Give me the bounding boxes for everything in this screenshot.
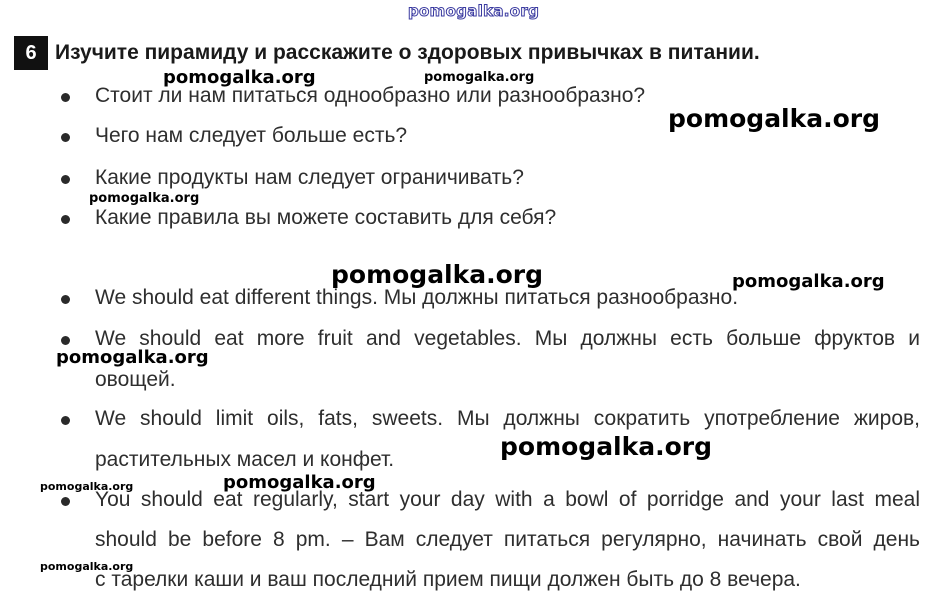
watermark: pomogalka.org: [668, 104, 881, 133]
bullet-icon: [61, 416, 70, 425]
answer-2-line-1: We should eat more fruit and vegetables. Мы должны есть больше фруктов и: [95, 327, 920, 350]
bullet-icon: [61, 336, 70, 345]
answer-4-line-2: should be before 8 pm. – Вам следует питаться регулярно, начинать свой день: [95, 528, 920, 551]
answer-3-line-2: растительных масел и конфет.: [95, 448, 395, 471]
watermark: pomogalka.org: [56, 347, 209, 368]
watermark: pomogalka.org: [89, 191, 200, 206]
bullet-icon: [61, 497, 70, 506]
answer-4-line-1: You should eat regularly, start your day with a bowl of porridge and your last meal: [95, 488, 920, 511]
bullet-icon: [61, 295, 70, 304]
question-2: Чего нам следует больше есть?: [95, 124, 408, 147]
watermark: pomogalka.org: [40, 560, 134, 573]
watermark: pomogalka.org: [223, 472, 376, 493]
bullet-icon: [61, 215, 70, 224]
answer-2-line-2: овощей.: [95, 368, 176, 391]
watermark: pomogalka.org: [40, 480, 134, 493]
question-3: Какие продукты нам следует ограничивать?: [95, 166, 524, 189]
question-1: Стоит ли нам питаться однообразно или разнообразно?: [95, 84, 646, 107]
answer-4-line-3: с тарелки каши и ваш последний прием пищи должен быть до 8 вечера.: [95, 568, 801, 591]
watermark: pomogalka.org: [732, 271, 885, 292]
bullet-icon: [61, 133, 70, 142]
watermark: pomogalka.org: [163, 67, 316, 88]
watermark: pomogalka.org: [331, 260, 544, 289]
task-title: Изучите пирамиду и расскажите о здоровых привычках в питании.: [55, 41, 760, 64]
watermark: pomogalka.org: [500, 432, 713, 461]
task-number-badge: 6: [14, 36, 48, 70]
watermark: pomogalka.org: [424, 70, 535, 85]
watermark: pomogalka.org: [408, 2, 540, 20]
answer-1-line-1: We should eat different things. Мы должны питаться разнообразно.: [95, 286, 739, 309]
answer-3-line-1: We should limit oils, fats, sweets. Мы должны сократить употребление жиров,: [95, 407, 920, 430]
question-4: Какие правила вы можете составить для себя?: [95, 206, 557, 229]
bullet-icon: [61, 175, 70, 184]
bullet-icon: [61, 93, 70, 102]
